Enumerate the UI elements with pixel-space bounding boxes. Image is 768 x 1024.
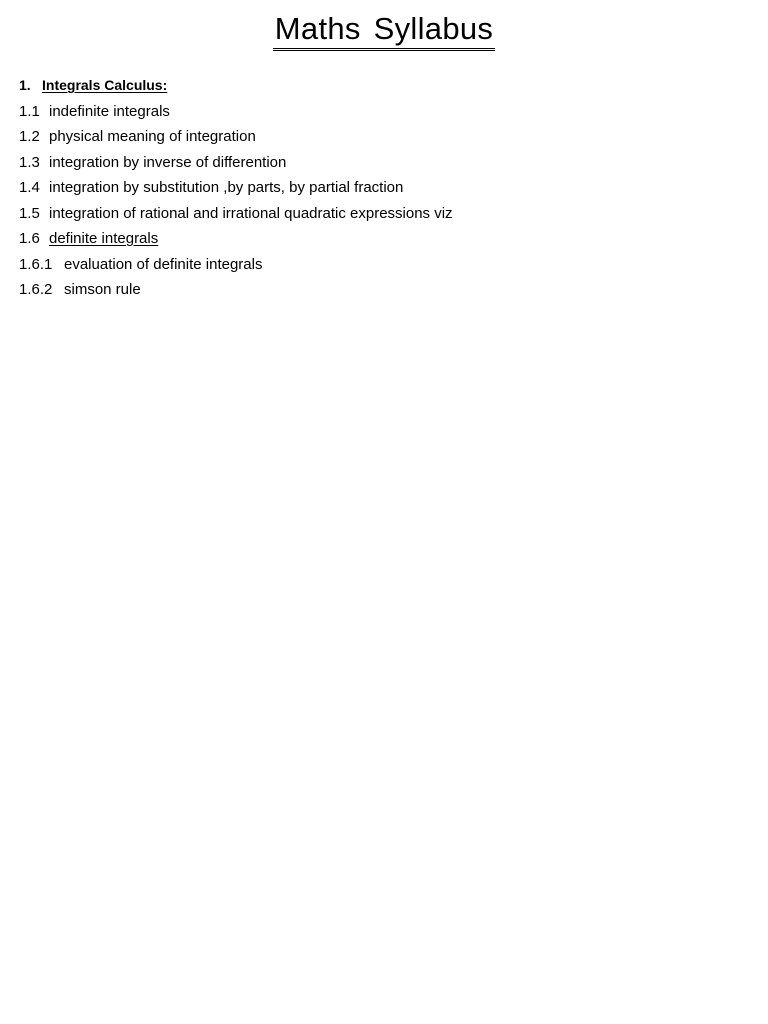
syllabus-item <box>19 201 749 227</box>
page-title: Maths Syllabus <box>273 10 495 51</box>
item-text: physical meaning of integration <box>49 128 256 145</box>
item-number: 1.6 <box>19 230 40 247</box>
syllabus-item <box>19 226 749 252</box>
item-text: evaluation of definite integrals <box>64 255 263 273</box>
item-number: 1.6.2 <box>19 281 53 298</box>
item-number: 1.5 <box>19 204 40 222</box>
item-number: 1.3 <box>19 153 40 171</box>
item-number: 1.1 <box>19 102 40 120</box>
item-text: integration of rational and irrational quadratic expressions viz <box>49 204 453 222</box>
syllabus-item <box>19 124 749 150</box>
item-number: 1.4 <box>19 179 40 196</box>
item-text: integration by inverse of differention <box>49 153 287 171</box>
item-number: 1.2 <box>19 128 40 145</box>
syllabus-item <box>19 150 749 176</box>
syllabus-subitem <box>19 252 749 278</box>
item-text: Integrals Calculus: <box>42 77 168 93</box>
item-text: integration by substitution ,by parts, by partial fraction <box>49 179 404 196</box>
syllabus-heading <box>19 73 749 99</box>
syllabus-list <box>19 73 749 303</box>
item-number: 1.6.1 <box>19 255 53 273</box>
item-text: indefinite integrals <box>49 102 170 120</box>
syllabus-subitem <box>19 277 749 303</box>
item-text: simson rule <box>64 281 141 298</box>
item-text: definite integrals <box>49 230 159 247</box>
syllabus-item <box>19 175 749 201</box>
syllabus-item <box>19 99 749 125</box>
title-container <box>0 10 768 51</box>
item-number: 1. <box>19 77 31 93</box>
